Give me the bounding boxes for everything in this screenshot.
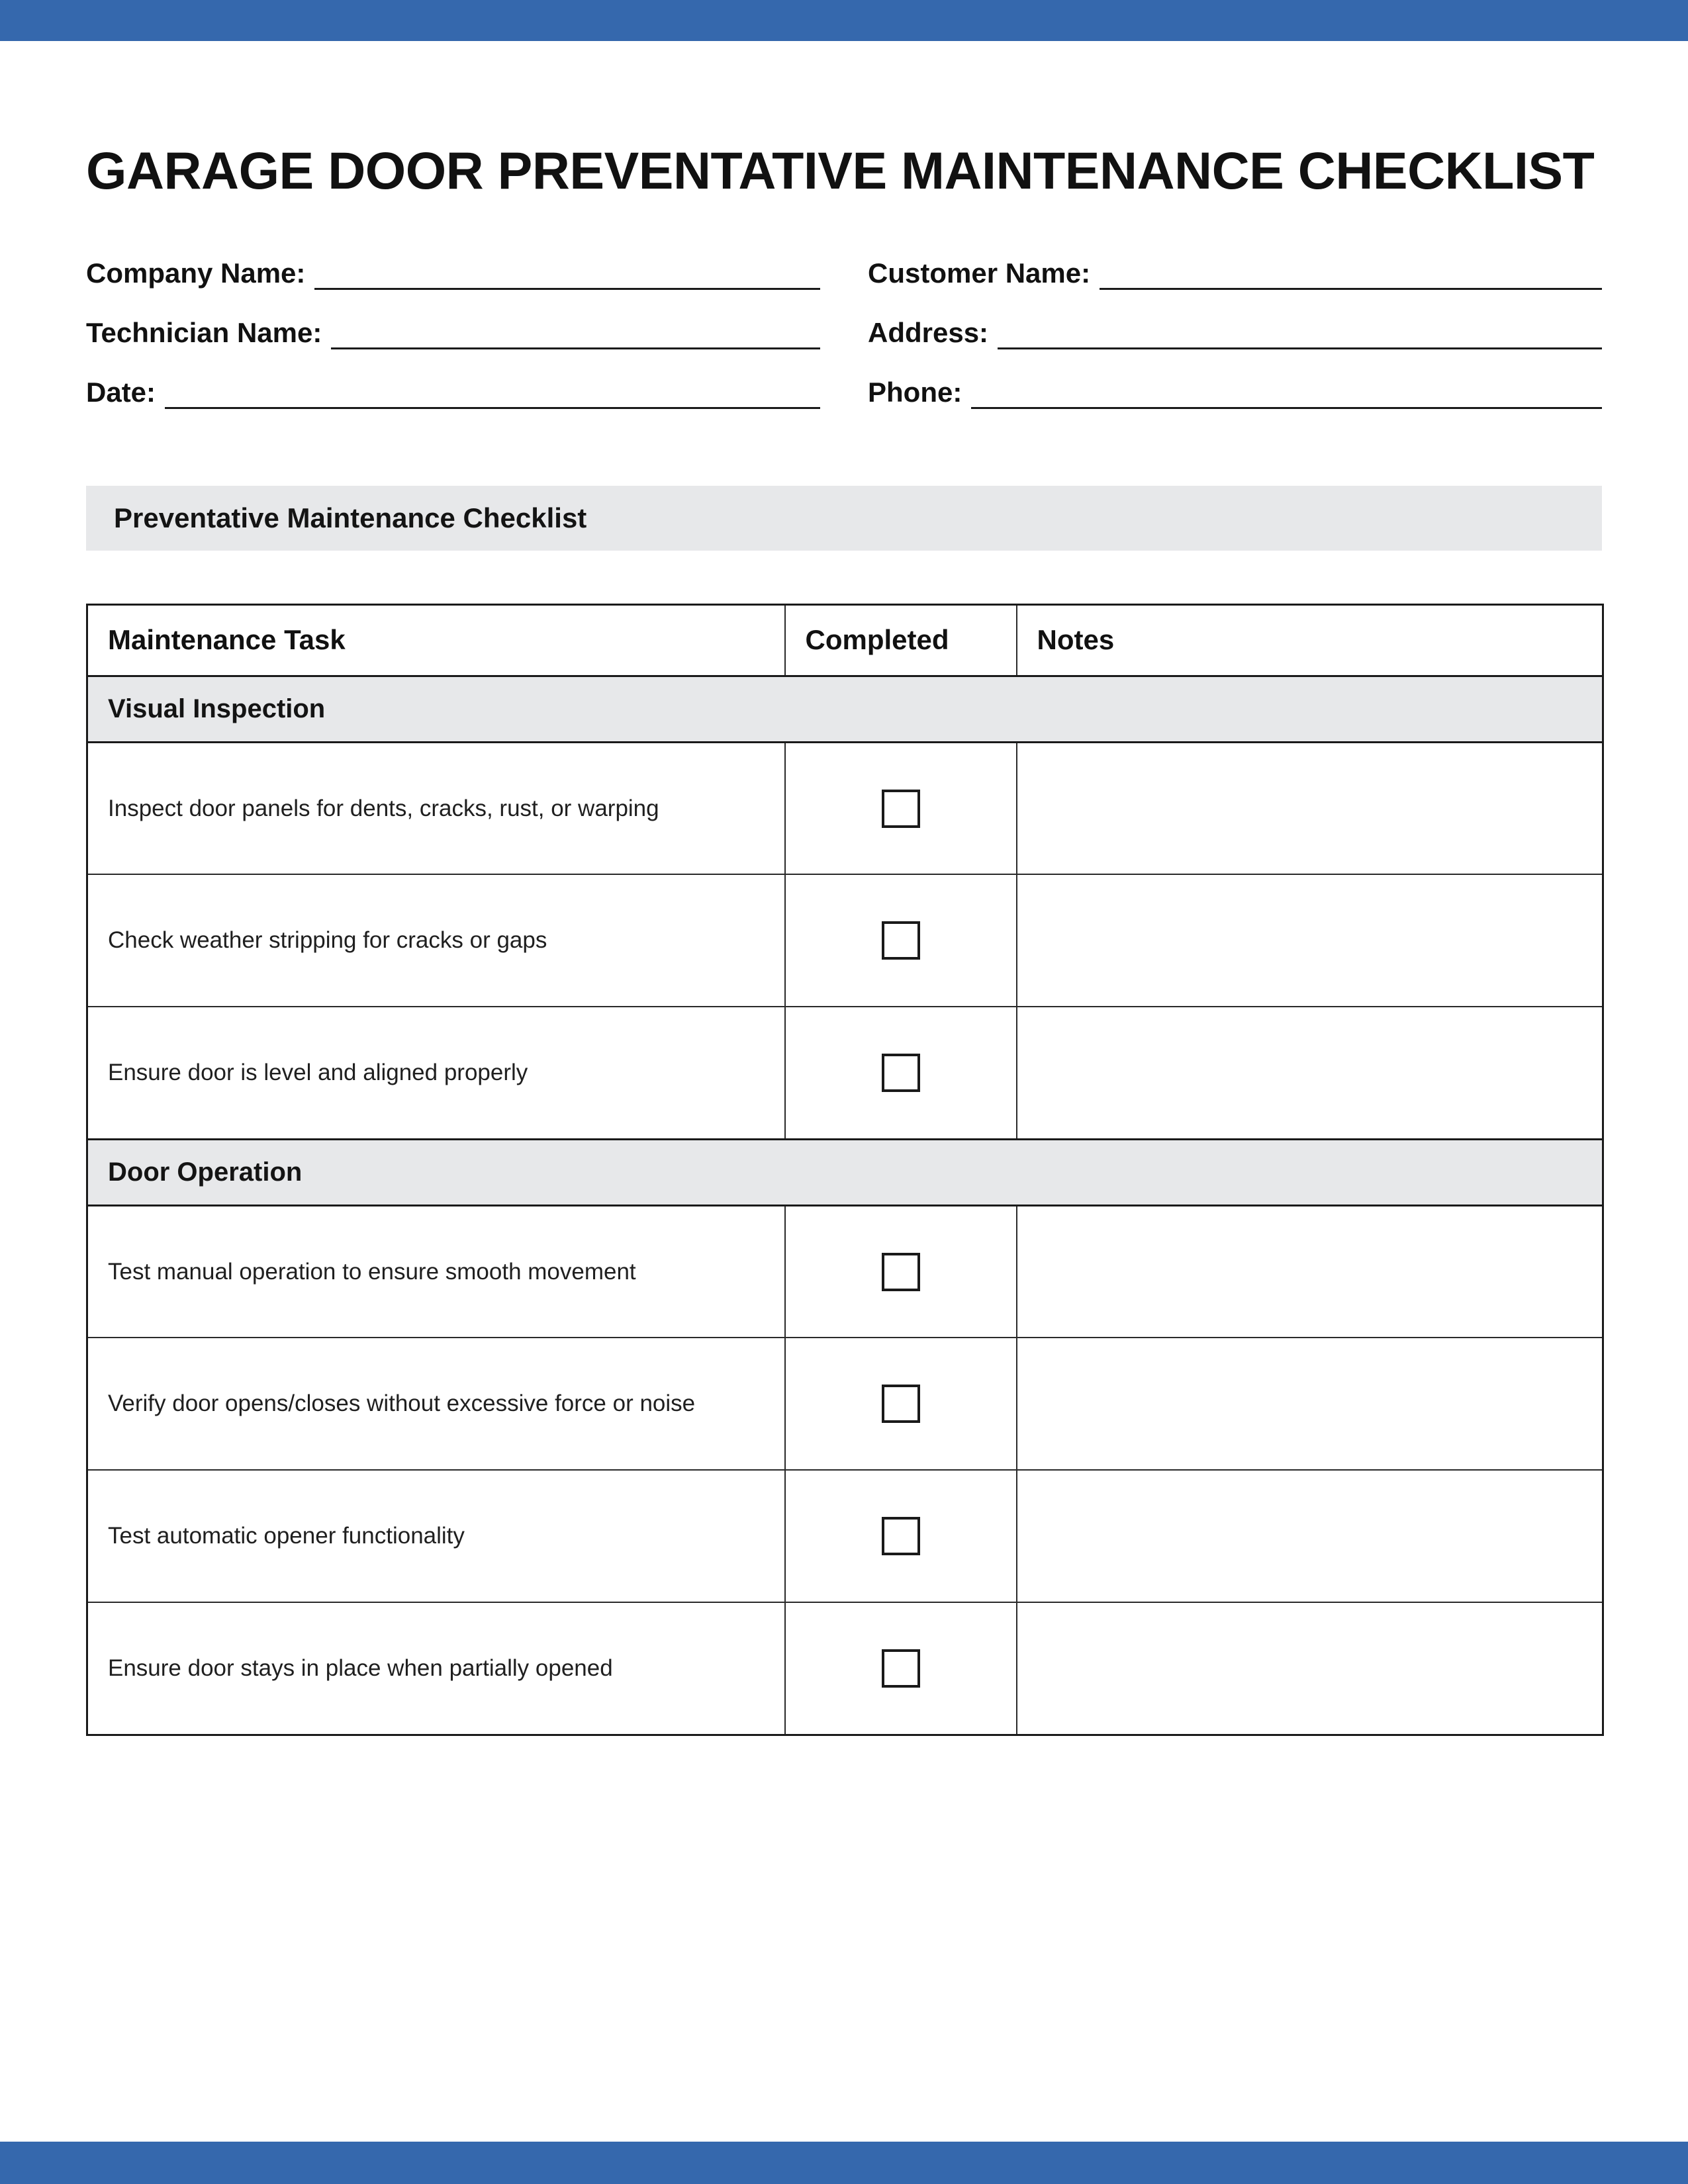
completed-checkbox[interactable]	[882, 1649, 920, 1688]
notes-cell[interactable]	[1017, 1470, 1603, 1602]
completed-cell	[785, 1602, 1017, 1735]
field-company-name	[86, 259, 820, 290]
table-row	[87, 1470, 1603, 1602]
field-label-company-name: Company Name:	[86, 257, 306, 289]
form-meta-left-column	[86, 259, 820, 409]
field-address	[868, 316, 1602, 349]
field-input-address[interactable]	[998, 330, 1602, 349]
field-label-phone: Phone:	[868, 376, 962, 408]
checklist-table-body	[87, 676, 1603, 1735]
completed-cell	[785, 1007, 1017, 1139]
task-description-cell: Test automatic opener functionality	[87, 1470, 785, 1602]
notes-cell[interactable]	[1017, 874, 1603, 1007]
column-header-task: Maintenance Task	[87, 604, 785, 676]
task-description-cell: Ensure door is level and aligned properly	[87, 1007, 785, 1139]
checklist-group-row	[87, 1139, 1603, 1205]
field-label-address: Address:	[868, 316, 989, 348]
field-input-date[interactable]	[165, 390, 820, 409]
task-description-cell: Inspect door panels for dents, cracks, rust, or warping	[87, 742, 785, 874]
completed-cell	[785, 1470, 1017, 1602]
completed-checkbox[interactable]	[882, 1253, 920, 1291]
task-description-cell: Test manual operation to ensure smooth movement	[87, 1205, 785, 1338]
notes-cell[interactable]	[1017, 1602, 1603, 1735]
checklist-group-title: Visual Inspection	[87, 676, 1603, 742]
notes-cell[interactable]	[1017, 742, 1603, 874]
section-header-title: Preventative Maintenance Checklist	[114, 502, 587, 533]
completed-checkbox[interactable]	[882, 1054, 920, 1092]
task-description-cell: Check weather stripping for cracks or gaps	[87, 874, 785, 1007]
field-date	[86, 376, 820, 409]
table-row	[87, 874, 1603, 1007]
field-technician-name	[86, 316, 820, 349]
notes-cell[interactable]	[1017, 1007, 1603, 1139]
table-header-row	[87, 604, 1603, 676]
checklist-table-head	[87, 604, 1603, 676]
page-title: GARAGE DOOR PREVENTATIVE MAINTENANCE CHECKLIST	[86, 141, 1595, 200]
checklist-group-row	[87, 676, 1603, 742]
notes-cell[interactable]	[1017, 1205, 1603, 1338]
column-header-completed: Completed	[785, 604, 1017, 676]
completed-checkbox[interactable]	[882, 1385, 920, 1423]
notes-cell[interactable]	[1017, 1338, 1603, 1470]
footer-accent-bar	[0, 2142, 1688, 2184]
task-description-cell: Verify door opens/closes without excessive force or noise	[87, 1338, 785, 1470]
field-label-date: Date:	[86, 376, 156, 408]
field-customer-name	[868, 259, 1602, 290]
completed-checkbox[interactable]	[882, 921, 920, 960]
table-row	[87, 1007, 1603, 1139]
form-meta-block	[86, 259, 1602, 409]
field-label-customer-name: Customer Name:	[868, 257, 1091, 289]
completed-cell	[785, 874, 1017, 1007]
task-description-cell: Ensure door stays in place when partially opened	[87, 1602, 785, 1735]
section-header-band	[86, 486, 1602, 551]
field-phone	[868, 376, 1602, 409]
checklist-group-title: Door Operation	[87, 1139, 1603, 1205]
table-row	[87, 1205, 1603, 1338]
completed-cell	[785, 742, 1017, 874]
header-accent-bar	[0, 0, 1688, 41]
page-content	[0, 41, 1688, 2142]
field-input-phone[interactable]	[971, 390, 1602, 409]
table-row	[87, 742, 1603, 874]
field-input-company-name[interactable]	[314, 271, 820, 290]
table-row	[87, 1602, 1603, 1735]
column-header-notes: Notes	[1017, 604, 1603, 676]
form-meta-right-column	[868, 259, 1602, 409]
table-row	[87, 1338, 1603, 1470]
field-input-customer-name[interactable]	[1100, 271, 1602, 290]
field-input-technician-name[interactable]	[331, 330, 820, 349]
completed-checkbox[interactable]	[882, 1517, 920, 1555]
completed-checkbox[interactable]	[882, 790, 920, 828]
maintenance-checklist-table	[86, 604, 1604, 1736]
completed-cell	[785, 1338, 1017, 1470]
field-label-technician-name: Technician Name:	[86, 316, 322, 348]
completed-cell	[785, 1205, 1017, 1338]
